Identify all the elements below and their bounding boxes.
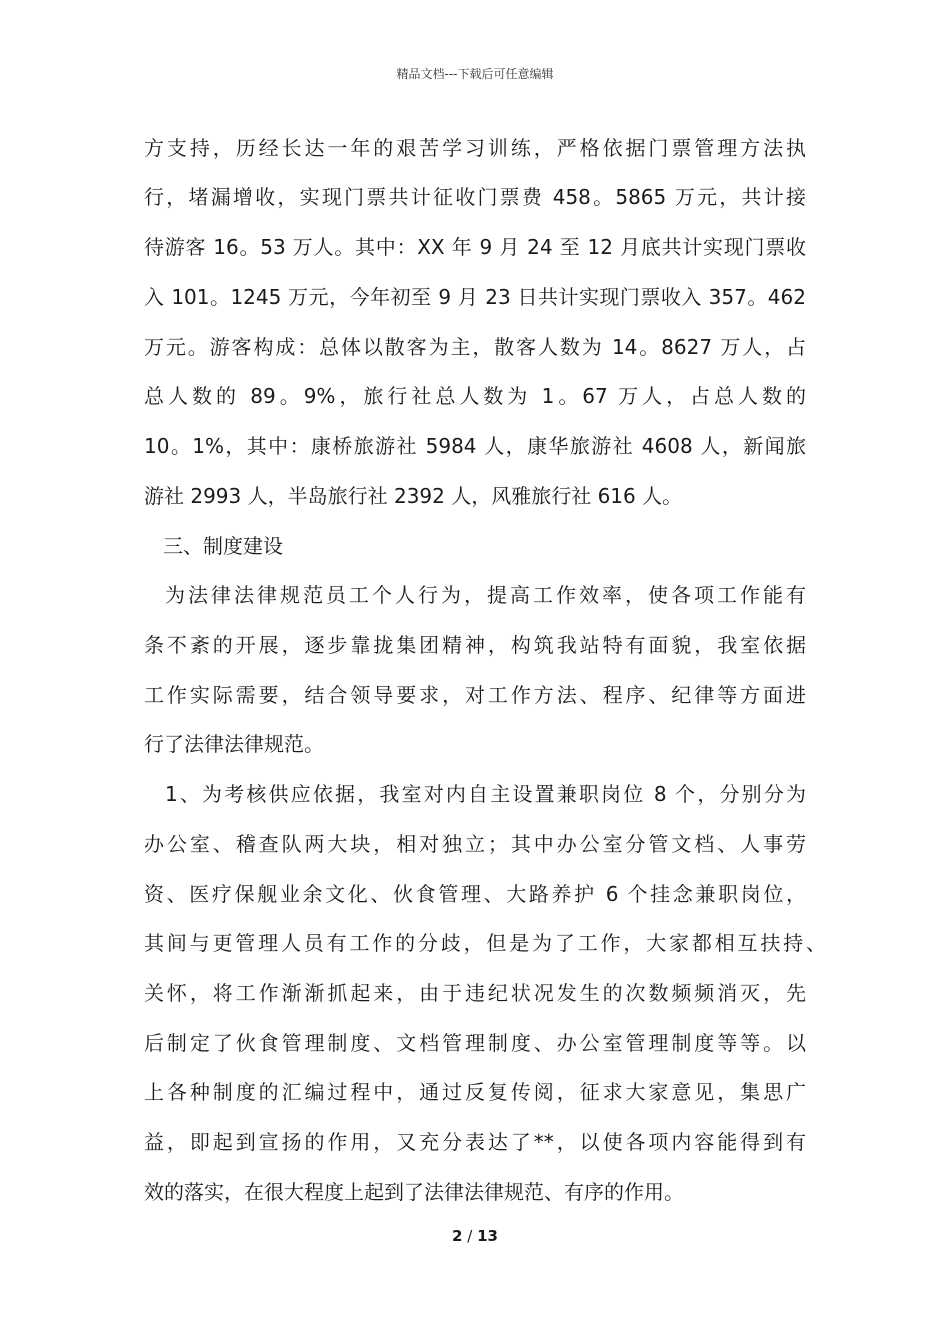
paragraph-line: 条不紊的开展，逐步靠拢集团精神，构筑我站特有面貌，我室依据 [144,633,806,657]
paragraph-line: 办公室、稽查队两大块，相对独立；其中办公室分管文档、人事劳 [144,832,806,856]
paragraph-line: 待游客 16。53 万人。其中：XX 年 9 月 24 至 12 月底共计实现门票收 [144,235,806,259]
total-pages: 13 [477,1227,498,1245]
page-separator: / [467,1227,473,1245]
paragraph-line: 入 101。1245 万元，今年初至 9 月 23 日共计实现门票收入 357。462 [144,285,806,309]
paragraph-line: 上各种制度的汇编过程中，通过反复传阅，征求大家意见，集思广 [144,1080,806,1104]
paragraph-line: 后制定了伙食管理制度、文档管理制度、办公室管理制度等等。以 [144,1031,806,1055]
page-number [0,1226,950,1246]
paragraph-line: 行了法律法律规范。 [144,732,324,756]
paragraph-line: 资、医疗保舰业余文化、伙食管理、大路养护 6 个挂念兼职岗位， [144,882,806,906]
paragraph-line: 效的落实，在很大程度上起到了法律法律规范、有序的作用。 [144,1180,684,1204]
paragraph-line: 总人数的 89。9%，旅行社总人数为 1。67 万人，占总人数的 [144,384,806,408]
paragraph-line: 其间与更管理人员有工作的分歧，但是为了工作，大家都相互扶持、 [144,931,826,955]
current-page: 2 [452,1227,463,1245]
paragraph-line: 万元。游客构成：总体以散客为主，散客人数为 14。8627 万人，占 [144,335,806,359]
paragraph-line: 关怀，将工作渐渐抓起来，由于违纪状况发生的次数频频消灭，先 [144,981,806,1005]
page-header: 精品文档---下载后可任意编辑 [396,67,554,81]
paragraph-line: 方支持，历经长达一年的艰苦学习训练，严格依据门票管理方法执 [144,136,806,160]
paragraph-line: 益，即起到宣扬的作用，又充分表达了**，以使各项内容能得到有 [144,1130,806,1154]
paragraph-line: 工作实际需要，结合领导要求，对工作方法、程序、纪律等方面进 [144,683,806,707]
paragraph-line: 10。1%，其中：康桥旅游社 5984 人，康华旅游社 4608 人，新闻旅 [144,434,806,458]
paragraph-line: 游社 2993 人，半岛旅行社 2392 人，风雅旅行社 616 人。 [144,484,683,508]
section-heading: 三、制度建设 [163,534,283,558]
paragraph-line: 行，堵漏增收，实现门票共计征收门票费 458。5865 万元，共计接 [144,185,806,209]
paragraph-line: 为法律法律规范员工个人行为，提高工作效率，使各项工作能有 [165,583,806,607]
paragraph-line: 1、为考核供应依据，我室对内自主设置兼职岗位 8 个，分别分为 [165,782,806,806]
